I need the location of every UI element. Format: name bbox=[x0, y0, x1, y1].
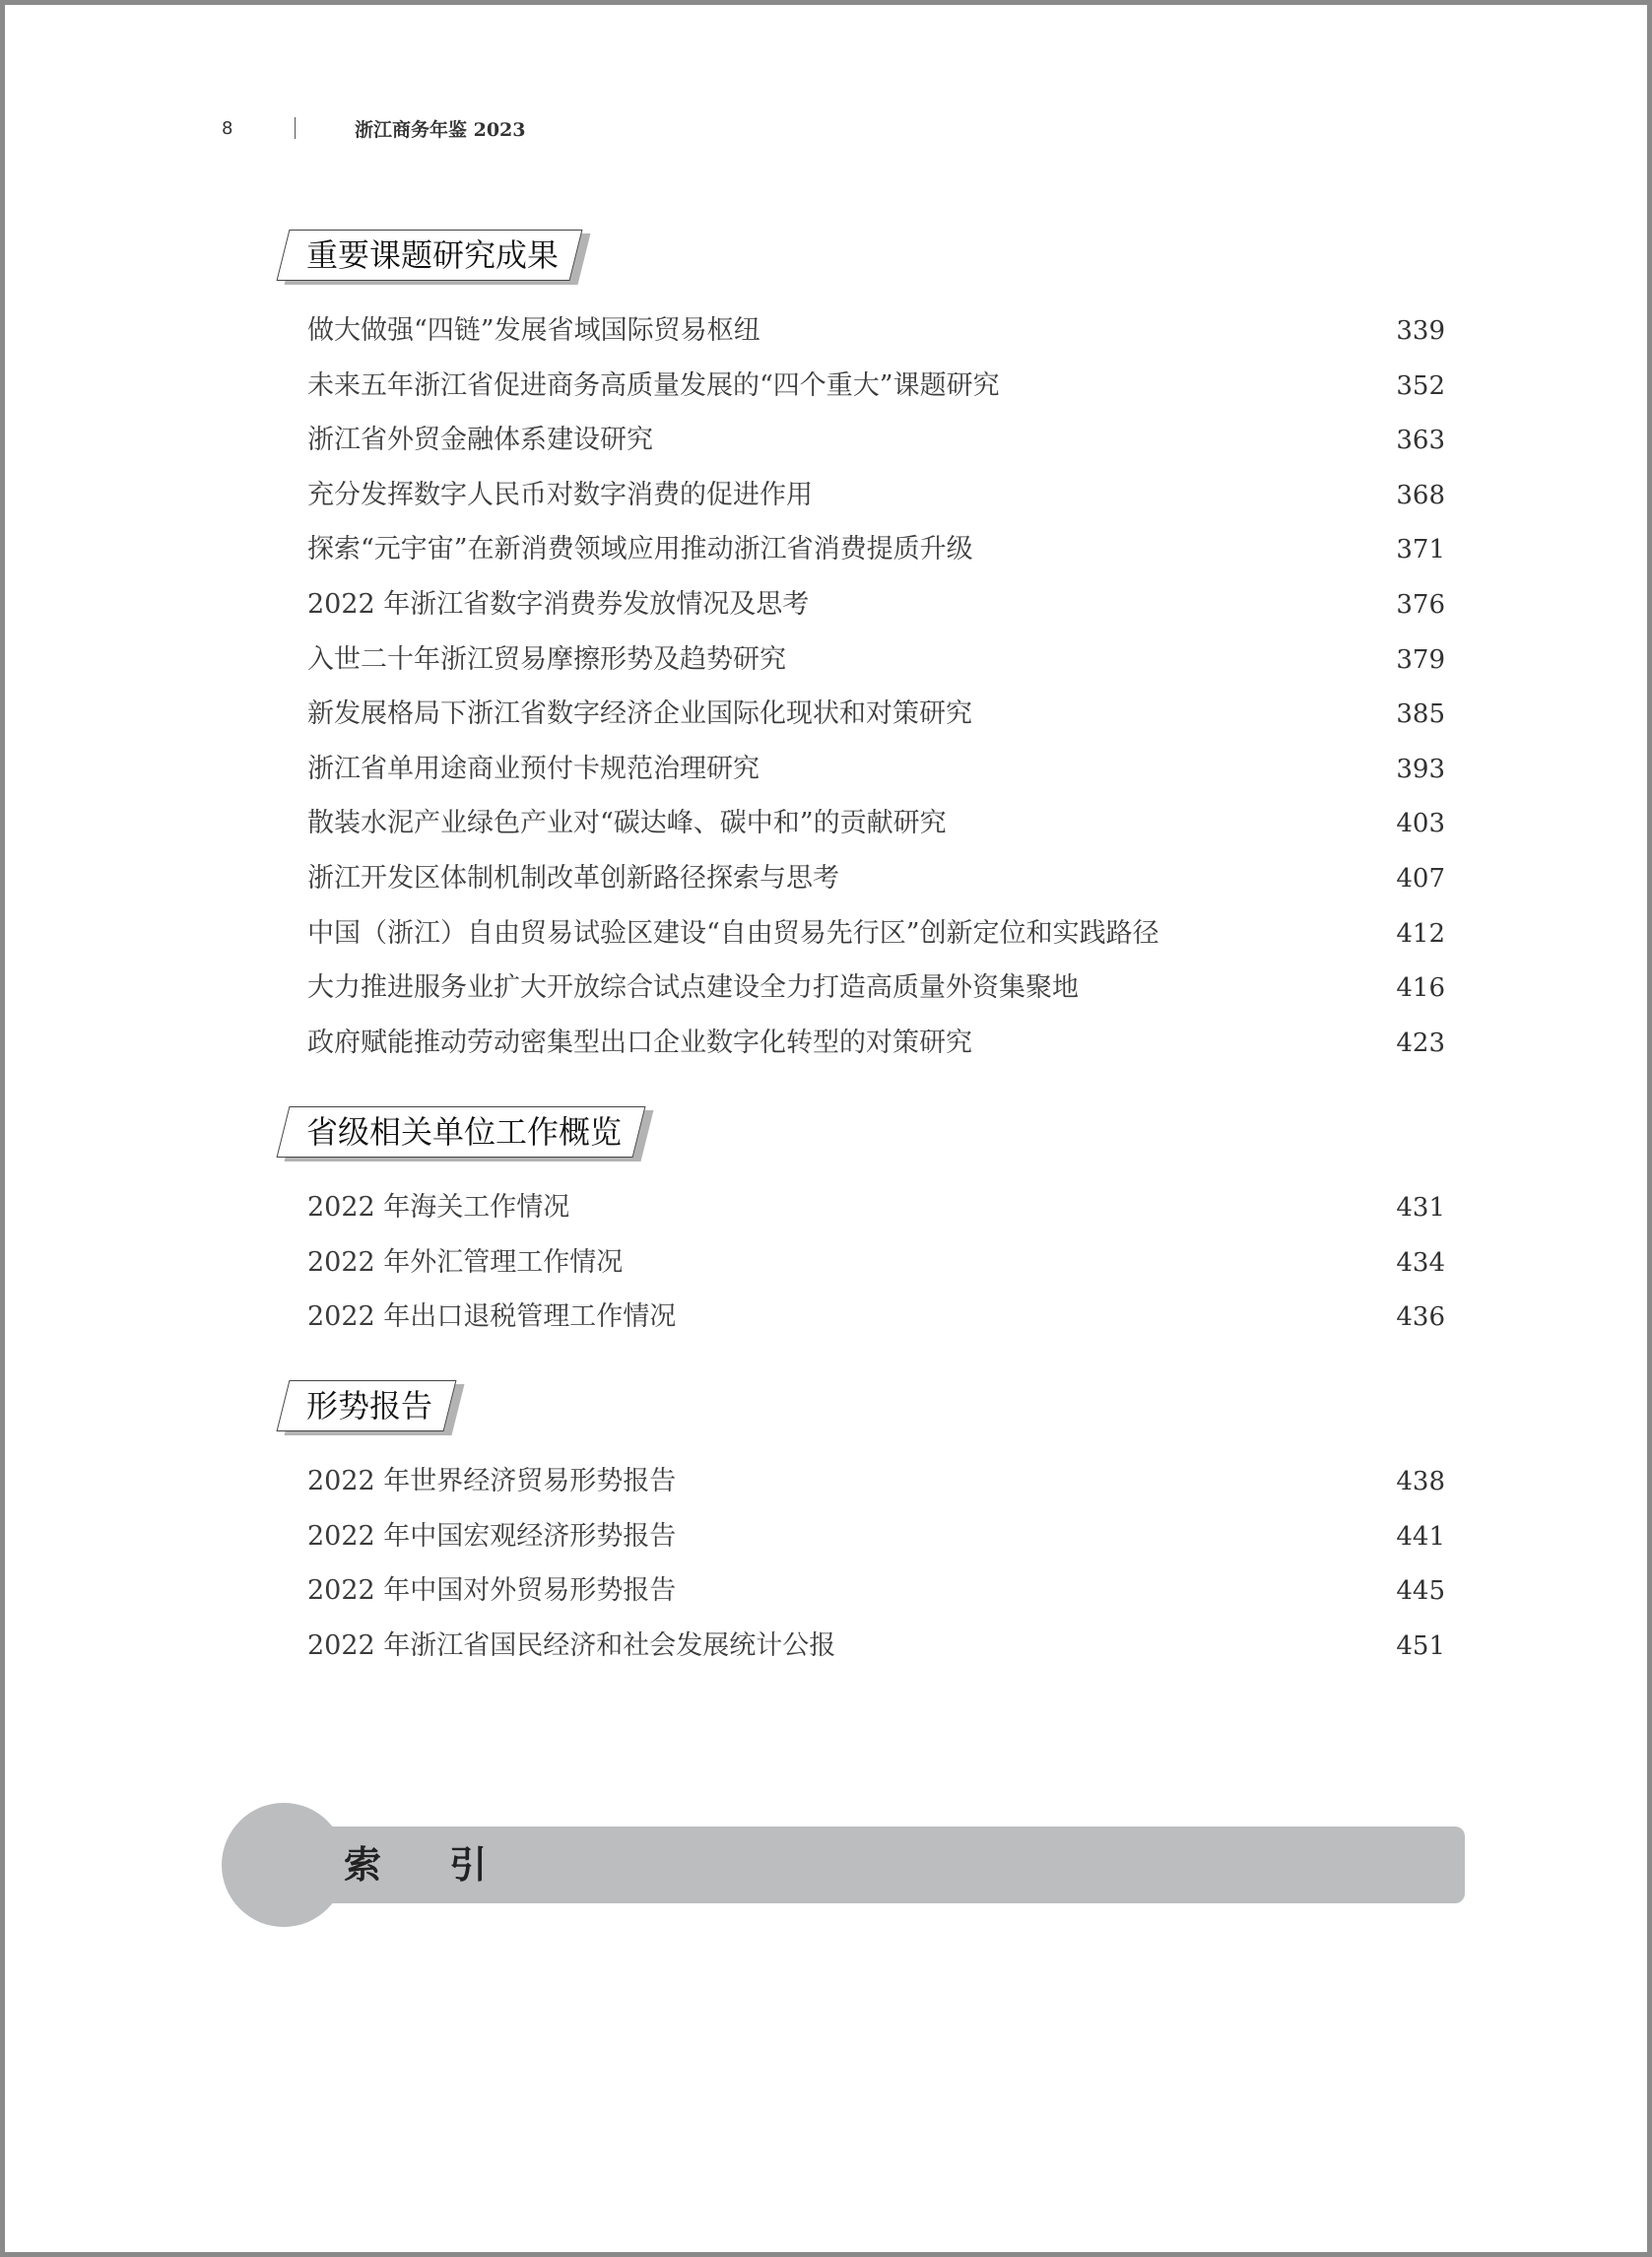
toc-entry-page: 436 bbox=[1396, 1302, 1445, 1333]
page-number: 8 bbox=[222, 117, 233, 139]
section-research-results bbox=[283, 230, 1445, 1075]
toc-entry-title: 2022 年中国对外贸易形势报告 bbox=[307, 1575, 677, 1607]
toc-entry-page: 352 bbox=[1396, 370, 1445, 401]
toc-entry[interactable] bbox=[283, 747, 1445, 802]
toc-entry-page: 451 bbox=[1396, 1630, 1445, 1661]
section-heading bbox=[283, 1380, 450, 1431]
toc-entry-title: 充分发挥数字人民币对数字消费的促进作用 bbox=[307, 479, 813, 510]
toc-entry-title: 做大做强“四链”发展省域国际贸易枢纽 bbox=[307, 315, 760, 346]
toc-entry[interactable] bbox=[283, 473, 1445, 528]
header-divider bbox=[295, 117, 296, 139]
toc-entry-page: 385 bbox=[1396, 699, 1445, 730]
toc-entry-page: 445 bbox=[1396, 1576, 1445, 1607]
toc-entry[interactable] bbox=[283, 308, 1445, 364]
toc-entry-title: 散装水泥产业绿色产业对“碳达峰、碳中和”的贡献研究 bbox=[307, 808, 947, 839]
toc-entry-title: 大力推进服务业扩大开放综合试点建设全力打造高质量外资集聚地 bbox=[307, 972, 1079, 1004]
toc-entry-title: 中国（浙江）自由贸易试验区建设“自由贸易先行区”创新定位和实践路径 bbox=[307, 917, 1159, 949]
toc-entry[interactable] bbox=[283, 1185, 1445, 1240]
toc-entry-title: 2022 年世界经济贸易形势报告 bbox=[307, 1466, 677, 1496]
toc-entry-page: 393 bbox=[1396, 754, 1445, 784]
toc-entry-title: 浙江省单用途商业预付卡规范治理研究 bbox=[307, 753, 760, 784]
section-heading-label: 重要课题研究成果 bbox=[306, 236, 560, 274]
toc-entry[interactable] bbox=[283, 801, 1445, 856]
toc-entry-page: 379 bbox=[1396, 644, 1445, 675]
section-heading bbox=[283, 1106, 639, 1158]
toc-entry-page: 363 bbox=[1396, 426, 1445, 456]
toc-list bbox=[283, 1185, 1445, 1350]
toc-entry-title: 浙江开发区体制机制改革创新路径探索与思考 bbox=[307, 862, 839, 894]
section-heading-label: 形势报告 bbox=[306, 1387, 433, 1425]
toc-entry-title: 2022 年中国宏观经济形势报告 bbox=[307, 1520, 677, 1552]
toc-entry[interactable] bbox=[283, 1240, 1445, 1295]
toc-entry-title: 探索“元宇宙”在新消费领域应用推动浙江省消费提质升级 bbox=[307, 534, 973, 565]
toc-entry[interactable] bbox=[283, 692, 1445, 747]
toc-list bbox=[283, 1459, 1445, 1678]
toc-entry-title: 2022 年海关工作情况 bbox=[307, 1192, 570, 1223]
toc-entry-page: 438 bbox=[1396, 1467, 1445, 1496]
section-heading bbox=[283, 230, 576, 281]
toc-entry[interactable] bbox=[283, 1294, 1445, 1350]
toc-entry-page: 412 bbox=[1396, 918, 1445, 949]
toc-list bbox=[283, 308, 1445, 1075]
toc-entry[interactable] bbox=[283, 582, 1445, 637]
toc-entry-page: 371 bbox=[1396, 535, 1445, 565]
toc-entry-page: 434 bbox=[1396, 1247, 1445, 1278]
toc-entry-title: 2022 年外汇管理工作情况 bbox=[307, 1246, 624, 1278]
toc-entry-title: 未来五年浙江省促进商务高质量发展的“四个重大”课题研究 bbox=[307, 369, 1000, 401]
toc-entry-title: 2022 年浙江省国民经济和社会发展统计公报 bbox=[307, 1629, 836, 1661]
toc-entry-title: 2022 年出口退税管理工作情况 bbox=[307, 1301, 677, 1333]
toc-entry-page: 407 bbox=[1396, 863, 1445, 894]
section-heading-label: 省级相关单位工作概览 bbox=[306, 1113, 623, 1151]
toc-entry-page: 403 bbox=[1396, 809, 1445, 839]
toc-entry-page: 368 bbox=[1396, 480, 1445, 510]
running-header bbox=[222, 113, 526, 143]
toc-entry[interactable] bbox=[283, 965, 1445, 1021]
section-situation-reports bbox=[283, 1380, 1445, 1678]
toc-entry[interactable] bbox=[283, 1459, 1445, 1514]
toc-entry-title: 2022 年浙江省数字消费券发放情况及思考 bbox=[307, 588, 810, 620]
toc-entry[interactable] bbox=[283, 856, 1445, 911]
toc-entry-page: 416 bbox=[1396, 973, 1445, 1004]
toc-entry[interactable] bbox=[283, 911, 1445, 966]
section-provincial-units bbox=[283, 1106, 1445, 1350]
toc-entry[interactable] bbox=[283, 1624, 1445, 1679]
toc-entry[interactable] bbox=[283, 1568, 1445, 1624]
toc-entry-page: 339 bbox=[1396, 316, 1445, 346]
toc-entry-title: 政府赋能推动劳动密集型出口企业数字化转型的对策研究 bbox=[307, 1027, 972, 1058]
toc-entry[interactable] bbox=[283, 1514, 1445, 1569]
toc-entry-page: 431 bbox=[1396, 1193, 1445, 1223]
toc-entry[interactable] bbox=[283, 637, 1445, 693]
index-banner[interactable] bbox=[222, 1803, 1465, 1927]
toc-entry[interactable] bbox=[283, 418, 1445, 473]
toc-entry-title: 浙江省外贸金融体系建设研究 bbox=[307, 425, 653, 456]
toc-entry[interactable] bbox=[283, 1021, 1445, 1076]
book-title: 浙江商务年鉴 2023 bbox=[355, 118, 526, 141]
index-banner-label: 索 引 bbox=[344, 1843, 515, 1887]
toc-entry[interactable] bbox=[283, 364, 1445, 419]
toc-entry-page: 423 bbox=[1396, 1028, 1445, 1058]
toc-entry-page: 441 bbox=[1396, 1521, 1445, 1552]
toc-entry[interactable] bbox=[283, 527, 1445, 582]
toc-entry-title: 入世二十年浙江贸易摩擦形势及趋势研究 bbox=[307, 643, 786, 675]
toc-entry-title: 新发展格局下浙江省数字经济企业国际化现状和对策研究 bbox=[307, 698, 972, 730]
toc-entry-page: 376 bbox=[1396, 589, 1445, 620]
index-banner-circle bbox=[222, 1803, 346, 1927]
